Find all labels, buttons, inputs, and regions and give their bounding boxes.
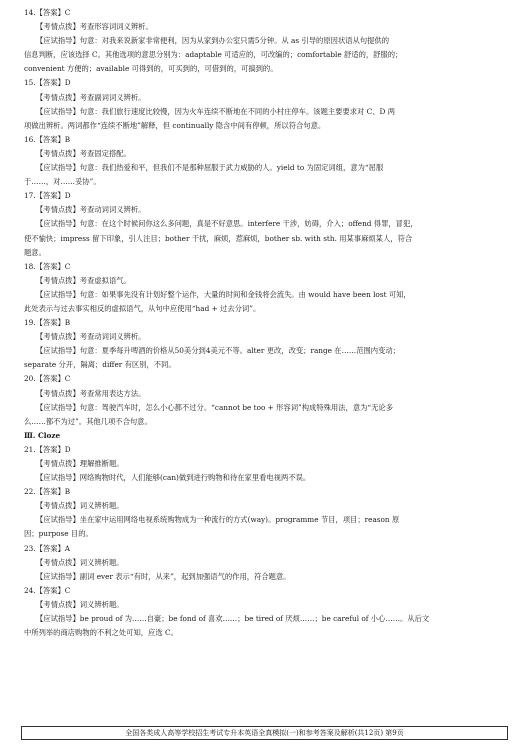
answer-line: 17.【答案】D bbox=[24, 191, 71, 201]
explanation-line: 因；purpose 目的。 bbox=[24, 529, 93, 539]
answer-line: 16.【答案】B bbox=[24, 134, 71, 144]
explanation-line: 信息判断，应该选择 C。其他选项的意思分别为：adaptable 可适应的，可改编的；comfortable 舒适的，舒服的； bbox=[24, 50, 403, 60]
explanation-line: 【应试指导】副词 ever 表示“有时，从来”，起到加强语气的作用，符合题意。 bbox=[36, 571, 291, 581]
explanation-line: 【考情点拨】考查动词词义辨析。 bbox=[36, 332, 146, 342]
explanation-line: 中所列举的商店购物的不利之处可知，应选 C。 bbox=[24, 628, 178, 638]
answer-line: 20.【答案】C bbox=[24, 374, 71, 384]
page-footer: 全国各类成人高等学校招生考试专升本英语全真模拟(一)和参考答案及解析(共12页) 第9页 bbox=[21, 726, 508, 740]
answer-line: 23.【答案】A bbox=[24, 543, 71, 553]
explanation-line: convenient 方便的；available 可得到的，可买到的，可借到的，可搞到的。 bbox=[24, 64, 278, 74]
explanation-line: 项做出辨析。两词都作“连续不断地”解释，但 continually 隐含中间有停顿，所以符合句意。 bbox=[24, 120, 326, 130]
answer-line: 24.【答案】C bbox=[24, 585, 71, 595]
explanation-line: 此处表示与过去事实相反的虚拟语气，从句中应使用“had + 过去分词”。 bbox=[24, 303, 261, 313]
explanation-line: 【应试指导】坐在家中运用网络电视系统购物成为一种流行的方式(way)。programme 节目，项目；reason 原 bbox=[36, 515, 400, 525]
explanation-line: 【考情点拨】词义辨析题。 bbox=[36, 599, 124, 609]
answer-line: 19.【答案】B bbox=[24, 318, 71, 328]
explanation-line: 【考情点拨】考查虚拟语气。 bbox=[36, 275, 131, 285]
explanation-line: 【考情点拨】词义辨析题。 bbox=[36, 501, 124, 511]
explanation-line: 题意。 bbox=[24, 247, 46, 257]
explanation-line: 【应试指导】句意：驾驶汽车时，怎么小心都不过分。“cannot be too + 形容词”构成特殊用法，意为“无论多 bbox=[36, 402, 394, 412]
answer-explanations bbox=[24, 6, 514, 640]
explanation-line: 么……都不为过”。其他几项不合句意。 bbox=[24, 416, 152, 426]
explanation-line: 【考情点拨】考查常用表达方法。 bbox=[36, 388, 146, 398]
explanation-line: 【考情点拨】考查固定搭配。 bbox=[36, 148, 131, 158]
explanation-line: 【应试指导】句意：如果事先没有计划好整个运作，大量的时间和金钱将会流失。由 would have been lost 可知， bbox=[36, 289, 411, 299]
explanation-line: 使不愉快；impress 留下印象，引人注目；bother 干扰，麻烦，惹麻烦，bother sb. with sth. 用某事麻烦某人，符合 bbox=[24, 233, 413, 243]
answer-line: 15.【答案】D bbox=[24, 78, 71, 88]
explanation-line: 【应试指导】句意：夏季每升啤酒的价格从50美分到4美元不等。alter 更改，改变；range 在……范围内变动； bbox=[36, 346, 400, 356]
answer-line: 14.【答案】C bbox=[24, 8, 71, 17]
explanation-line: 【考情点拨】理解推断题。 bbox=[36, 459, 124, 468]
explanation-line: 【考情点拨】考查副词词义辨析。 bbox=[36, 92, 146, 102]
explanation-line: 【应试指导】句意：在这个时候问你这么多问题，真是不好意思。interfere 干涉，妨碍，介入；offend 得罪，冒犯， bbox=[36, 219, 418, 229]
explanation-line: 于……，对……妥协”。 bbox=[24, 177, 101, 187]
explanation-line: 【应试指导】句意：对我来说新家非常便利，因为从家到办公室只需5分钟。从 as 引导的原因状语从句提供的 bbox=[36, 36, 390, 46]
answer-line: 18.【答案】C bbox=[24, 261, 71, 271]
explanation-line: 【应试指导】网络购物时代，人们能够(can)做到进行购物和待在家里看电视两不误。 bbox=[36, 473, 311, 483]
explanation-line: 【应试指导】句意：我们热爱和平，但我们不是那种屈服于武力威胁的人。yield to 为固定词组，意为“屈服 bbox=[36, 163, 384, 173]
explanation-line: 【应试指导】be proud of 为……自豪；be fond of 喜欢……；be tired of 厌烦……；be careful of 小心……。从后文 bbox=[36, 614, 430, 624]
explanation-line: 【考情点拨】考查动词词义辨析。 bbox=[36, 205, 146, 215]
section-heading: Ⅲ. Cloze bbox=[24, 430, 61, 440]
answer-line: 22.【答案】B bbox=[24, 487, 71, 497]
explanation-line: 【应试指导】句意：我们旅行速度比较慢，因为火车连续不断地在不同的小村庄停车。该题主要要求对 C、D 两 bbox=[36, 106, 396, 116]
explanation-line: separate 分开，隔离；differ 有区别，不同。 bbox=[24, 360, 176, 370]
explanation-line: 【考情点拨】考查形容词词义辨析。 bbox=[36, 22, 153, 32]
explanation-line: 【考情点拨】词义辨析题。 bbox=[36, 557, 124, 567]
answer-line: 21.【答案】D bbox=[24, 444, 71, 454]
